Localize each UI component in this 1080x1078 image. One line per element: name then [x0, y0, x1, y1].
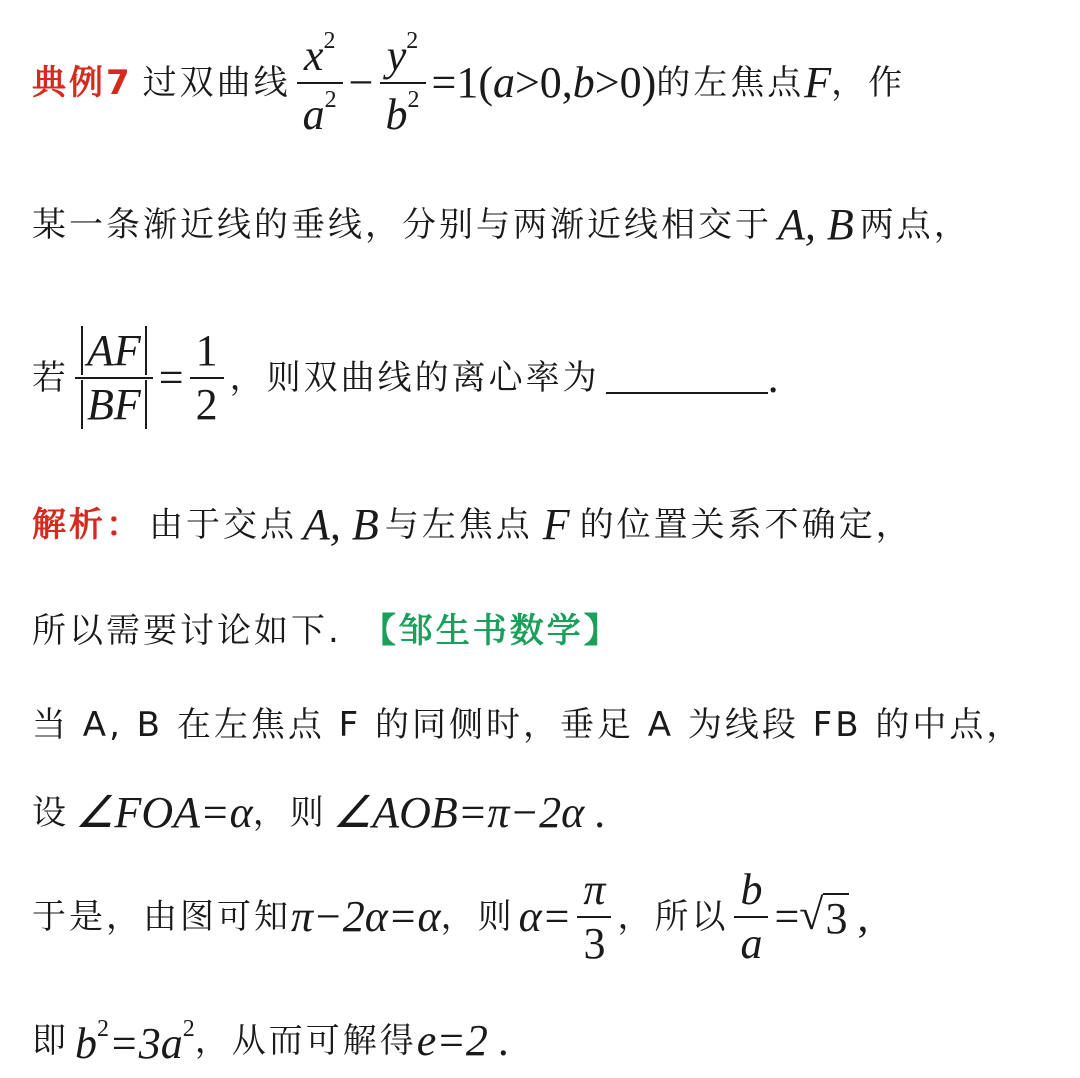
sqrt-3: √ 3: [799, 890, 848, 943]
angle-AOB: ∠AOB=π−2α .: [332, 788, 607, 837]
solution-text: 的位置关系不确定，: [579, 505, 913, 545]
solution-text: 所以需要讨论如下.: [32, 611, 342, 651]
solution-text: 于是，由图可知: [32, 897, 291, 937]
equation-pi-alpha: π−2α=α: [291, 892, 441, 941]
alpha-value: $\frac{\pi}{3}$: [577, 868, 611, 966]
problem-text: ，则双曲线的离心率为: [229, 358, 600, 398]
focus-F: F: [804, 58, 832, 107]
solution-line-3: [32, 700, 1060, 750]
solution-text: ，则: [440, 897, 515, 937]
eccentricity-answer: e=2 .: [416, 1016, 510, 1065]
ratio-b-a: $\frac{b}{a}$: [734, 868, 768, 966]
answer-blank: [606, 362, 768, 394]
solution-text: 由于交点: [149, 505, 297, 545]
hyperbola-y-term: $\frac{y^2}{b^2}$: [380, 29, 426, 137]
problem-text: 某一条渐近线的垂线，分别与两渐近线相交于: [32, 205, 772, 245]
ratio-AF-BF: $\frac{AF}{BF}$: [75, 329, 153, 427]
solution-text: 设: [32, 793, 69, 833]
solution-line-5: 于是，由图可知 π−2α=α ，则 α= $\frac{\pi}{3}$ ，所以 $\frac{b}{a}$ = √ 3 ,: [32, 865, 869, 968]
ratio-one-half: $\frac{1}{2}$: [190, 329, 224, 427]
problem-line-1: 典例7 过双曲线 $\frac{x^2}{a^2}$ − $\frac{y^2}{b^2}$ =1(a>0,b>0) 的左焦点 F ，作: [32, 28, 906, 139]
solution-text: 即: [32, 1021, 69, 1061]
solution-line-6: [32, 1014, 1060, 1068]
solution-text: 当 A, B 在左焦点 F 的同侧时，垂足 A 为线段 FB 的中点，: [32, 705, 1024, 745]
focus-F: F: [542, 500, 570, 549]
hyperbola-x-term: $\frac{x^2}{a^2}$: [297, 29, 343, 137]
problem-text: 的左焦点: [656, 63, 805, 103]
solution-label: 解析：: [32, 505, 143, 545]
solution-line-4: [32, 786, 1060, 840]
problem-line-3: 若 $\frac{AF}{BF}$ = $\frac{1}{2}$ ，则双曲线的离心率为 .: [32, 326, 779, 429]
problem-period: .: [767, 353, 779, 402]
solution-text: 与左焦点: [384, 505, 533, 545]
solution-text: ，则: [252, 793, 327, 833]
points-AB: A, B: [778, 200, 854, 249]
hyperbola-condition: =1(a>0,b>0): [431, 58, 657, 107]
problem-text: ，作: [831, 63, 906, 103]
problem-text: 过双曲线: [142, 63, 291, 103]
equation-b2-3a2: $b^2=3a^2$: [75, 1015, 195, 1068]
problem-text: 若: [32, 358, 69, 398]
solution-line-1: [32, 500, 1060, 550]
brand-tag: 【邹生书数学】: [361, 611, 621, 651]
solution-text: ，从而可解得: [194, 1021, 417, 1061]
solution-text: ，所以: [617, 897, 729, 937]
solution-line-2: [32, 606, 1060, 656]
angle-FOA: ∠FOA=α: [75, 788, 253, 837]
problem-text: 两点，: [859, 205, 971, 245]
example-label: 典例7: [32, 63, 133, 103]
problem-line-2: [32, 200, 1060, 250]
points-AB: A, B: [303, 500, 379, 549]
